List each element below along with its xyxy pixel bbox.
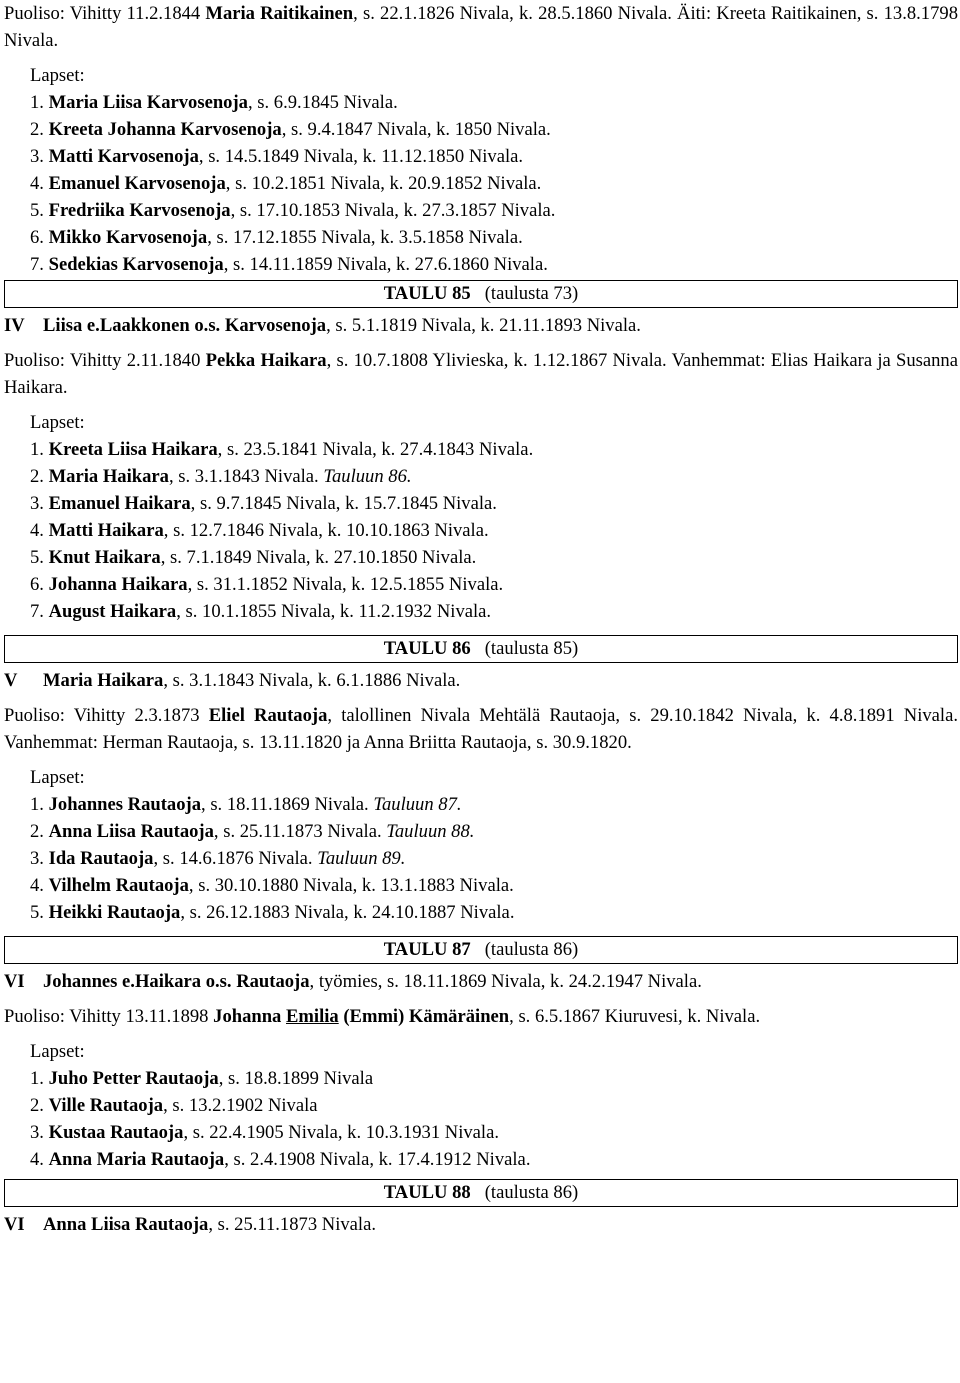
lapset-label-85: Lapset: [30,412,85,433]
table-header-87: TAULU 87 (taulusta 86) [4,936,958,964]
lapset-label-87: Lapset: [30,1041,85,1062]
list-item: 5. Fredriika Karvosenoja, s. 17.10.1853 Nivala, k. 27.3.1857 Nivala. [30,200,556,221]
intro-lapset-label: Lapset: [30,65,85,86]
genealogy-page [4,0,958,1238]
list-item: 2. Kreeta Johanna Karvosenoja, s. 9.4.1847 Nivala, k. 1850 Nivala. [30,119,551,140]
list-item: 4. Emanuel Karvosenoja, s. 10.2.1851 Nivala, k. 20.9.1852 Nivala. [30,173,542,194]
list-item: 6. Mikko Karvosenoja, s. 17.12.1855 Nivala, k. 3.5.1858 Nivala. [30,227,523,248]
table-header-86: TAULU 86 (taulusta 85) [4,635,958,663]
table-header-85: TAULU 85 (taulusta 73) [4,280,958,308]
list-item: 2. Maria Haikara, s. 3.1.1843 Nivala. Tauluun 86. [30,466,412,487]
spouse-paragraph-86: Puoliso: Vihitty 2.3.1873 Eliel Rautaoja, talollinen Nivala Mehtälä Rautaoja, s. 29.10.1842 Nivala, k. 4.8.1891 Nivala. Vanhemmat: Herman Rautaoja, s. 13.11.1820 ja Anna Briitta Rautaoja, s. 30.9.1820. [4,705,958,753]
list-item: 4. Anna Maria Rautaoja, s. 2.4.1908 Nivala, k. 17.4.1912 Nivala. [30,1149,531,1170]
list-item: 2. Anna Liisa Rautaoja, s. 25.11.1873 Nivala. Tauluun 88. [30,821,475,842]
lapset-label-86: Lapset: [30,767,85,788]
list-item: 1. Juho Petter Rautaoja, s. 18.8.1899 Nivala [30,1068,374,1089]
list-item: 4. Matti Haikara, s. 12.7.1846 Nivala, k. 10.10.1863 Nivala. [30,520,489,541]
person-line-87: VI Johannes e.Haikara o.s. Rautaoja, työmies, s. 18.11.1869 Nivala, k. 24.2.1947 Nivala. [4,971,702,992]
list-item: 7. August Haikara, s. 10.1.1855 Nivala, k. 11.2.1932 Nivala. [30,601,492,622]
list-item: 7. Sedekias Karvosenoja, s. 14.11.1859 Nivala, k. 27.6.1860 Nivala. [30,254,548,275]
list-item: 2. Ville Rautaoja, s. 13.2.1902 Nivala [30,1095,318,1116]
intro-spouse-paragraph: Puoliso: Vihitty 11.2.1844 Maria Raitikainen, s. 22.1.1826 Nivala, k. 28.5.1860 Nivala. Äiti: Kreeta Raitikainen, s. 13.8.1798 Nivala. [4,3,958,51]
children-list-86 [4,791,958,926]
list-item: 6. Johanna Haikara, s. 31.1.1852 Nivala, k. 12.5.1855 Nivala. [30,574,504,595]
intro-children-list [4,89,958,278]
list-item: 1. Kreeta Liisa Haikara, s. 23.5.1841 Nivala, k. 27.4.1843 Nivala. [30,439,534,460]
spouse-paragraph-85: Puoliso: Vihitty 2.11.1840 Pekka Haikara, s. 10.7.1808 Ylivieska, k. 1.12.1867 Nivala. Vanhemmat: Elias Haikara ja Susanna Haikara. [4,350,958,398]
list-item: 4. Vilhelm Rautaoja, s. 30.10.1880 Nivala, k. 13.1.1883 Nivala. [30,875,514,896]
list-item: 3. Emanuel Haikara, s. 9.7.1845 Nivala, k. 15.7.1845 Nivala. [30,493,497,514]
list-item: 1. Maria Liisa Karvosenoja, s. 6.9.1845 Nivala. [30,92,398,113]
person-line-85: IV Liisa e.Laakkonen o.s. Karvosenoja, s. 5.1.1819 Nivala, k. 21.11.1893 Nivala. [4,315,641,336]
person-line-88: VI Anna Liisa Rautaoja, s. 25.11.1873 Nivala. [4,1214,376,1235]
list-item: 5. Heikki Rautaoja, s. 26.12.1883 Nivala, k. 24.10.1887 Nivala. [30,902,515,923]
person-line-86: V Maria Haikara, s. 3.1.1843 Nivala, k. 6.1.1886 Nivala. [4,670,461,691]
list-item: 3. Ida Rautaoja, s. 14.6.1876 Nivala. Tauluun 89. [30,848,406,869]
list-item: 5. Knut Haikara, s. 7.1.1849 Nivala, k. 27.10.1850 Nivala. [30,547,477,568]
table-header-88: TAULU 88 (taulusta 86) [4,1179,958,1207]
spouse-paragraph-87: Puoliso: Vihitty 13.11.1898 Johanna Emilia (Emmi) Kämäräinen, s. 6.5.1867 Kiuruvesi, k. Nivala. [4,1006,761,1027]
list-item: 1. Johannes Rautaoja, s. 18.11.1869 Nivala. Tauluun 87. [30,794,462,815]
list-item: 3. Kustaa Rautaoja, s. 22.4.1905 Nivala, k. 10.3.1931 Nivala. [30,1122,499,1143]
children-list-87 [4,1065,958,1173]
children-list-85 [4,436,958,625]
list-item: 3. Matti Karvosenoja, s. 14.5.1849 Nivala, k. 11.12.1850 Nivala. [30,146,524,167]
